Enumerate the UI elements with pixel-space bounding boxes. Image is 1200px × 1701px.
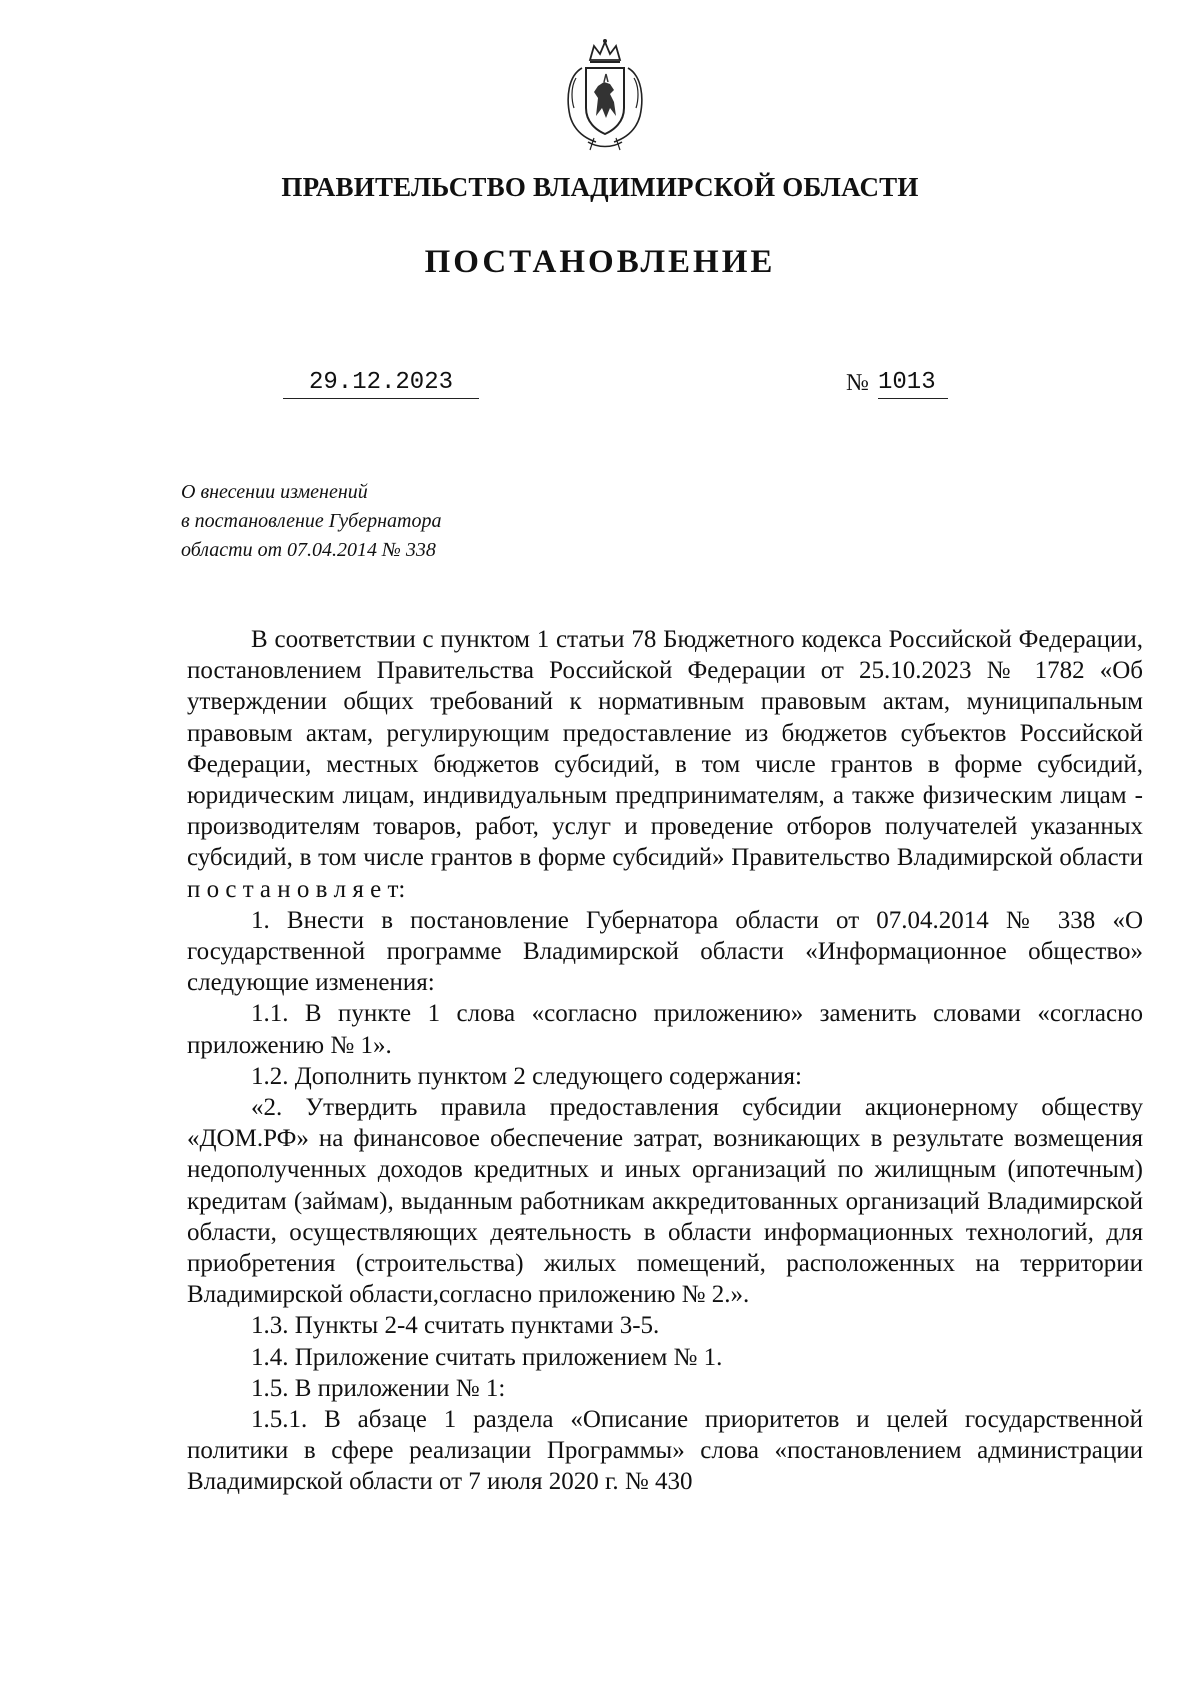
document-type-title: ПОСТАНОВЛЕНИЕ [424,244,776,280]
body-paragraph: 1.5. В приложении № 1: [251,1374,506,1402]
preamble-paragraph: В соответствии с пунктом 1 статьи 78 Бюджетного кодекса Российской Федерации, постановлением Правительства Российской Федерации от 25.10.2023 № 1782 «Об утверждении общих требований к нормативным правовым актам, муниципальным правовым актам, регулирующим предоставление из бюджетов субъектов Российской Федерации, местных бюджетов субсидий, в том числе грантов в форме субсидий, юридическим лицам, индивидуальным предпринимателям, а также физическим лицам - производителям товаров, работ, услуг и проведение отборов получателей указанных субсидий, в том числе грантов в форме субсидий» Правительство Владимирской области п о с т а н о в л я е т: [187,626,1143,903]
body-paragraph: 1.5.1. В абзаце 1 раздела «Описание приоритетов и целей государственной политики в сфере реализации Программы» слова «постановлением администрации Владимирской области от 7 июля 2020 г. № 430 [187,1406,1143,1496]
subject-line: области от 07.04.2014 № 338 [181,539,436,561]
body-paragraph: 1.2. Дополнить пунктом 2 следующего содержания: [251,1062,802,1090]
organization-title: ПРАВИТЕЛЬСТВО ВЛАДИМИРСКОЙ ОБЛАСТИ [281,172,919,202]
body-paragraph: 1. Внести в постановление Губернатора области от 07.04.2014 № 338 «О государственной программе Владимирской области «Информационное общество» следующие изменения: [187,906,1143,997]
body-paragraph: 1.4. Приложение считать приложением № 1. [251,1343,723,1371]
body-paragraph: 1.3. Пункты 2-4 считать пунктами 3-5. [251,1312,660,1340]
subject-line: в постановление Губернатора [181,510,442,532]
number-label: № [846,370,869,396]
document-number: 1013 [878,368,948,399]
document-date: 29.12.2023 [283,368,479,399]
document-body [187,624,1143,1498]
coat-of-arms-icon [560,38,650,153]
body-paragraph: 1.1. В пункте 1 слова «согласно приложению» заменить словами «согласно приложению № 1». [187,1000,1143,1059]
body-paragraph: «2. Утвердить правила предоставления субсидии акционерному обществу «ДОМ.РФ» на финансовое обеспечение затрат, возникающих в результате возмещения недополученных доходов кредитных и иных организаций по жилищным (ипотечным) кредитам (займам), выданным работникам аккредитованных организаций Владимирской области, осуществляющих деятельность в области информационных технологий, для приобретения (строительства) жилых помещений, расположенных на территории Владимирской области,согласно приложению № 2.». [187,1094,1143,1309]
document-subject [181,478,441,565]
subject-line: О внесении изменений [181,481,368,503]
